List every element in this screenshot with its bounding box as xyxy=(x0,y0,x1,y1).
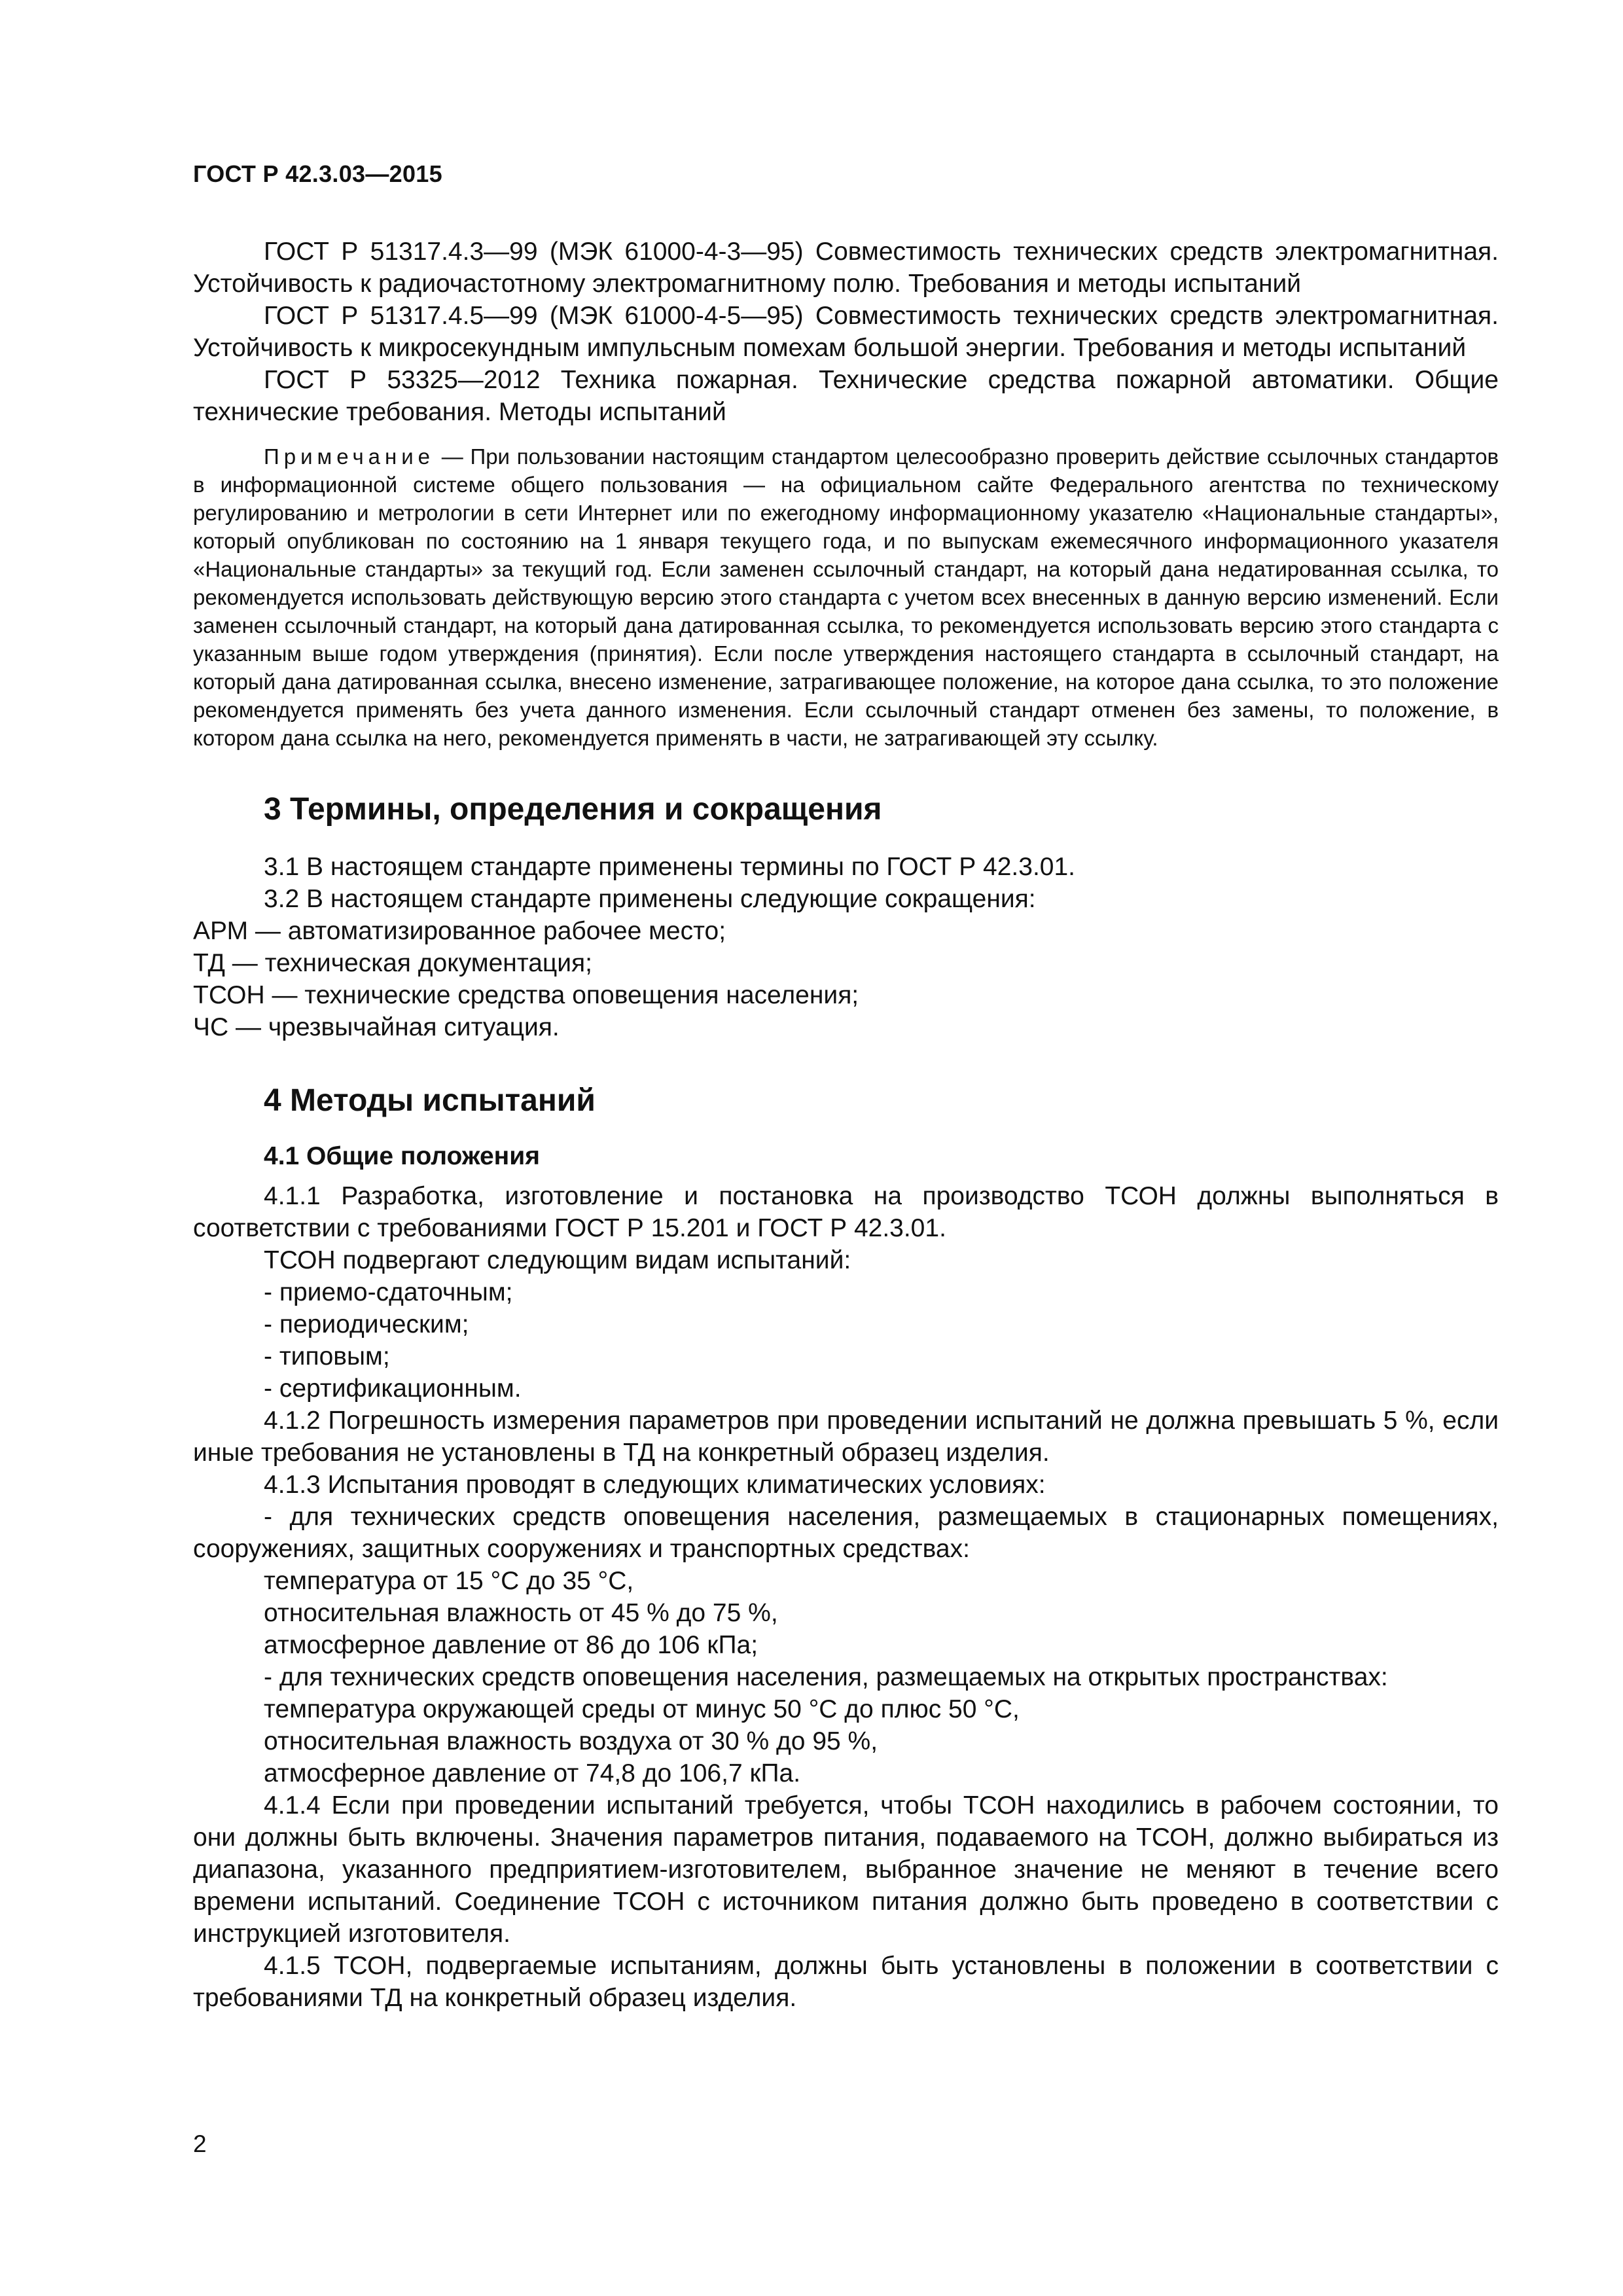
clause-4-1-3: 4.1.3 Испытания проводят в следующих климатических условиях: xyxy=(264,1471,1046,1499)
clause-4-1-3-a: - для технических средств оповещения населения, размещаемых в стационарных помещениях, сооружениях, защитных сооружениях и транспортных средствах: xyxy=(193,1503,1499,1563)
clause-4-1-3-b: - для технических средств оповещения населения, размещаемых на открытых пространствах: xyxy=(264,1663,1388,1691)
reference-entry: ГОСТ Р 53325—2012 Техника пожарная. Технические средства пожарной автоматики. Общие технические требования. Методы испытаний xyxy=(193,366,1499,426)
document-header: ГОСТ Р 42.3.03—2015 xyxy=(193,160,442,187)
condition-item: атмосферное давление от 86 до 106 кПа; xyxy=(264,1631,758,1659)
test-type-item: - приемо-сдаточным; xyxy=(264,1278,513,1306)
clause-4-1-1-cont: ТСОН подвергают следующим видам испытаний: xyxy=(264,1246,851,1274)
abbreviation-entry: АРМ — автоматизированное рабочее место; xyxy=(193,917,726,945)
condition-item: относительная влажность воздуха от 30 % до 95 %, xyxy=(264,1727,878,1755)
condition-item: температура окружающей среды от минус 50 °С до плюс 50 °С, xyxy=(264,1695,1020,1723)
section-3-line: 3.1 В настоящем стандарте применены термины по ГОСТ Р 42.3.01. xyxy=(264,853,1076,881)
clause-4-1-2: 4.1.2 Погрешность измерения параметров при проведении испытаний не должна превышать 5 %, если иные требования не установлены в ТД на конкретный образец изделия. xyxy=(193,1407,1499,1467)
test-type-item: - периодическим; xyxy=(264,1310,469,1338)
document-body xyxy=(193,236,1499,2014)
clause-4-1-5: 4.1.5 ТСОН, подвергаемые испытаниям, должны быть установлены в положении в соответствии с требованиями ТД на конкретный образец изделия. xyxy=(193,1952,1499,2012)
test-type-item: - типовым; xyxy=(264,1342,390,1371)
page-number: 2 xyxy=(193,2130,207,2157)
condition-item: температура от 15 °С до 35 °С, xyxy=(264,1567,634,1595)
condition-item: атмосферное давление от 74,8 до 106,7 кПа. xyxy=(264,1759,801,1787)
clause-4-1-4: 4.1.4 Если при проведении испытаний требуется, чтобы ТСОН находились в рабочем состоянии, то они должны быть включены. Значения параметров питания, подаваемого на ТСОН, должно выбираться из диапазона, указанного предприятием-изготовителем, выбранное значение не меняют в течение всего времени испытаний. Соединение ТСОН с источником питания должно быть проведено в соответствии с инструкцией изготовителя. xyxy=(193,1791,1499,1948)
section-3-line: 3.2 В настоящем стандарте применены следующие сокращения: xyxy=(264,885,1036,913)
note-paragraph xyxy=(193,442,1499,752)
abbreviation-entry: ТСОН — технические средства оповещения населения; xyxy=(193,981,859,1009)
note-text: — При пользовании настоящим стандартом целесообразно проверить действие ссылочных стандартов в информационной системе общего пользования — на официальном сайте Федерального агентства по техническому регулированию и метрологии в сети Интернет или по ежегодному информационному указателю «Национальные стандарты», который опубликован по состоянию на 1 января текущего года, и по выпускам ежемесячного информационного указателя «Национальные стандарты» за текущий год. Если заменен ссылочный стандарт, на который дана недатированная ссылка, то рекомендуется использовать действующую версию этого стандарта с учетом всех внесенных в данную версию изменений. Если заменен ссылочный стандарт, на который дана датированная ссылка, то рекомендуется использовать версию этого стандарта с указанным выше годом утверждения (принятия). Если после утверждения настоящего стандарта в ссылочный стандарт, на который дана датированная ссылка, внесено изменение, затрагивающее положение, на которое дана ссылка, то это положение рекомендуется применять без учета данного изменения. Если ссылочный стандарт отменен без замены, то положение, в котором дана ссылка на него, рекомендуется применять в части, не затрагивающей эту ссылку. xyxy=(193,444,1499,750)
clause-4-1-1: 4.1.1 Разработка, изготовление и постановка на производство ТСОН должны выполняться в соответствии с требованиями ГОСТ Р 15.201 и ГОСТ Р 42.3.01. xyxy=(193,1182,1499,1242)
test-type-item: - сертификационным. xyxy=(264,1374,522,1403)
abbreviation-entry: ЧС — чрезвычайная ситуация. xyxy=(193,1013,560,1041)
subsection-4-1-title: 4.1 Общие положения xyxy=(264,1142,540,1170)
reference-entry: ГОСТ Р 51317.4.5—99 (МЭК 61000-4-5—95) Совместимость технических средств электромагнитная. Устойчивость к микросекундным импульсным помехам большой энергии. Требования и методы испытаний xyxy=(193,302,1499,362)
reference-entry: ГОСТ Р 51317.4.3—99 (МЭК 61000-4-3—95) Совместимость технических средств электромагнитная. Устойчивость к радиочастотному электромагнитному полю. Требования и методы испытаний xyxy=(193,238,1499,298)
condition-item: относительная влажность от 45 % до 75 %, xyxy=(264,1599,778,1627)
section-3-title: 3 Термины, определения и сокращения xyxy=(264,792,882,827)
section-4-title: 4 Методы испытаний xyxy=(264,1083,596,1118)
abbreviation-entry: ТД — техническая документация; xyxy=(193,949,593,977)
note-label: Примечание xyxy=(264,444,435,469)
